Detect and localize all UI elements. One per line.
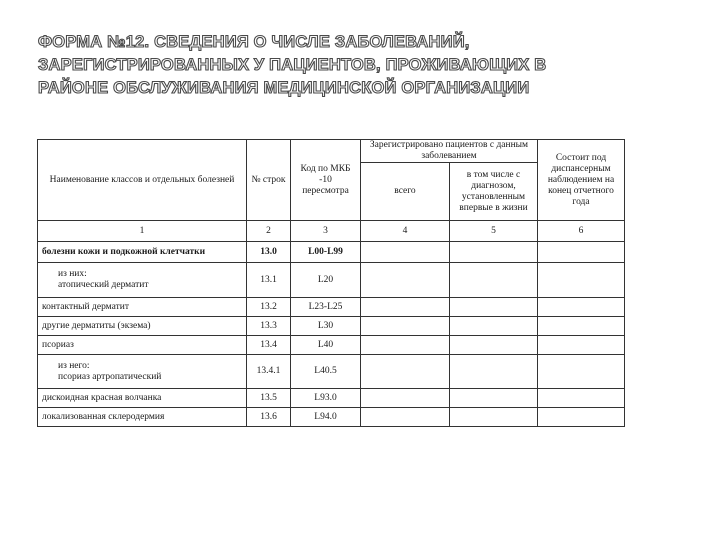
header-dispensary: Состоит под диспансерным наблюдением на конец отчетного года [538,140,625,221]
row-number: 13.6 [247,408,291,427]
disease-name: локализованная склеродермия [38,408,247,427]
table-row [38,389,625,408]
cell-first-time [450,389,538,408]
disease-name-prefix: из него: [58,360,90,371]
disease-name: болезни кожи и подкожной клетчатки [38,242,247,263]
disease-name: другие дерматиты (экзема) [38,317,247,336]
disease-name: псориаз [38,336,247,355]
cell-first-time [450,317,538,336]
table-row [38,263,625,298]
column-number: 4 [361,221,450,242]
header-icd-code: Код по МКБ -10 пересмотра [291,140,361,221]
cell-first-time [450,336,538,355]
header-total: всего [361,163,450,221]
header-row-number: № строк [247,140,291,221]
icd-code: L20 [291,263,361,298]
cell-total [361,298,450,317]
column-number: 3 [291,221,361,242]
form-12-table [37,139,625,427]
icd-code: L40 [291,336,361,355]
disease-name-text: атопический дерматит [58,280,149,290]
cell-first-time [450,355,538,389]
disease-name [38,263,247,298]
column-number-row [38,221,625,242]
cell-first-time [450,242,538,263]
cell-total [361,408,450,427]
icd-code: L40.5 [291,355,361,389]
table-row [38,336,625,355]
title-line-3: РАЙОНЕ ОБСЛУЖИВАНИЯ МЕДИЦИНСКОЙ ОРГАНИЗАЦИИ [38,79,530,97]
cell-dispensary [538,389,625,408]
row-number: 13.5 [247,389,291,408]
disease-name: контактный дерматит [38,298,247,317]
cell-total [361,242,450,263]
disease-name: дискоидная красная волчанка [38,389,247,408]
cell-total [361,336,450,355]
row-number: 13.2 [247,298,291,317]
cell-total [361,355,450,389]
header-row-1 [38,140,625,163]
title-line-2: ЗАРЕГИСТРИРОВАННЫХ У ПАЦИЕНТОВ, ПРОЖИВАЮЩИХ В [38,56,547,74]
table-row [38,408,625,427]
row-number: 13.0 [247,242,291,263]
icd-code: L00-L99 [291,242,361,263]
cell-total [361,317,450,336]
cell-total [361,263,450,298]
disease-name [38,355,247,389]
cell-dispensary [538,355,625,389]
column-number: 2 [247,221,291,242]
column-number: 6 [538,221,625,242]
cell-dispensary [538,408,625,427]
row-number: 13.4.1 [247,355,291,389]
disease-name-text: псориаз артропатический [58,371,162,382]
cell-dispensary [538,298,625,317]
row-number: 13.1 [247,263,291,298]
row-number: 13.4 [247,336,291,355]
icd-code: L94.0 [291,408,361,427]
table-row [38,317,625,336]
cell-first-time [450,263,538,298]
header-name: Наименование классов и отдельных болезней [38,140,247,221]
disease-name-prefix: из них: [58,269,87,279]
icd-code: L23-L25 [291,298,361,317]
cell-dispensary [538,336,625,355]
row-number: 13.3 [247,317,291,336]
header-registered: Зарегистрировано пациентов с данным заболеванием [361,140,538,163]
icd-code: L30 [291,317,361,336]
table-row [38,242,625,263]
cell-dispensary [538,242,625,263]
cell-first-time [450,408,538,427]
table-row [38,355,625,389]
column-number: 1 [38,221,247,242]
cell-total [361,389,450,408]
page-title [38,31,698,100]
cell-dispensary [538,263,625,298]
header-first-time: в том числе с диагнозом, установленным впервые в жизни [450,163,538,221]
column-number: 5 [450,221,538,242]
icd-code: L93.0 [291,389,361,408]
cell-first-time [450,298,538,317]
table-row [38,298,625,317]
cell-dispensary [538,317,625,336]
title-line-1: ФОРМА №12. СВЕДЕНИЯ О ЧИСЛЕ ЗАБОЛЕВАНИЙ, [38,33,470,51]
